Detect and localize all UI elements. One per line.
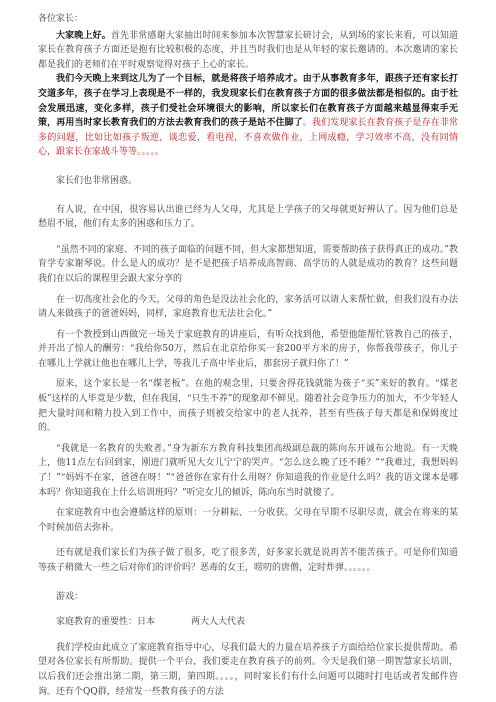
paragraph-importance [38, 615, 458, 630]
paragraph-game: 游戏： [56, 591, 84, 602]
importance-left: 家庭教育的重要性：日本 [56, 617, 156, 628]
paragraph-socialization: 在一切高度社会化的今天，父母的角色是没法社会化的，家务活可以请人来帮忙做，但我们没有办法请人来做孩子的爸爸妈妈，同样，家庭教育也无法社会化。” [38, 294, 458, 320]
greeting-lead: 大家晚上好。 [56, 30, 111, 41]
paragraph-coal-boss: 原来，这个家长是一名“煤老板”。在他的观念里，只要舍得花钱就能为孩子“买”来好的教育。“煤老板”这样的人毕竟是少数，但在我国，“只生不养”的现象却不鲜见。随着社会竞争压力的加大，不少年轻人把大量时间和精力投入到工作中，而孩子则被交给家中的老人抚养，甚至有些孩子每天都是和保姆度过的。 [38, 379, 458, 434]
greeting-body: 首先非常感谢大家抽出时间来参加本次智慧家长研讨会，从到场的家长来看，可以知道家长在教育孩子方面还是抱有比较积极的态度，并且当时我们也是从年轻的家长邀请的。本次邀请的家长都是我们的老师们在平时观察觉得对孩子上心的家长。 [38, 30, 458, 70]
paragraph-principle: 在家庭教育中也会遵循这样的原则：一分耕耘、一分收获。父母在早期不尽职尽责，就会在将来的某个时候加倍去弥补。 [38, 508, 458, 533]
paragraph-expert: “虽然不同的家庭、不同的孩子面临的问题不同，但大家都想知道，需要帮助孩子获得真正的成功。”教育学专家谢琴说。什么是人的成功？是不是把孩子培养成高智商、高学历的人就是成功的教育？这些问题我们在以后的课程里会跟大家分享的 [38, 244, 458, 284]
salutation: 各位家长： [38, 14, 84, 24]
paragraph-professor: 有一个教授到山西做完一场关于家庭教育的讲座后，有听众找到他，希望他能帮忙管教自己的孩子，并开出了惊人的酬劳：“我给你50万，然后在北京给你买一套200平方米的房子，你帮我带孩子，你儿子在哪儿上学就让他也在哪儿上学，等我儿子高中毕业后，那套房子就归你了！” [38, 329, 458, 369]
paragraph-goal [38, 72, 458, 160]
paragraph-confused: 家长们也非常困惑。 [56, 175, 138, 186]
importance-right: 两大人大代表 [191, 617, 246, 628]
paragraph-center: 我们学校由此成立了家庭教育指导中心，尽我们最大的力量在培养孩子方面给给位家长提供帮助。希望对各位家长有所帮助。提供一个平台，我们要走在教育孩子的前列。今天是我们第一期智慧家长培训，以后我们还会推出第二期，第三期，第四期。。。。，同时家长们有什么问题可以随时打电话或者发邮件咨询。还有个QQ群，经常发一些教育孩子的方法 [38, 642, 458, 697]
paragraph-greeting [38, 29, 458, 73]
paragraph-failure: “我就是一名教育的失败者。”身为新东方教育科技集团高级副总裁的陈向东开诚布公地说。有一天晚上，他11点左右回到家，刚进门就听见大女儿宁宁的哭声。“怎么这么晚了还不睡？”“我难过，我想妈妈了！”“妈妈不在家，爸爸在呀！”“爸爸你在家有什么用呀？你知道我的作业是什么吗？我的语文课本是哪本吗？你知道我在上什么培训班吗？”听完女儿的倾诉，陈向东当时就傻了。 [38, 443, 458, 498]
paragraph-sacrifice: 还有就是我们家长们为孩子做了很多，吃了很多苦，好多家长就是说再苦不能苦孩子。可是你们知道等孩子稍微大一些之后对你们的评价吗？恶毒的女王，唠叨的唐僧，定时炸弹。。。。。。 [38, 548, 458, 573]
goal-tail-text: 。我们发现家长在教育孩子是存在非常多的问题，比如比如孩子叛逆，谈恋爱，看电视，不喜欢做作业，上网成瘾，学习效率不高，没有同情心，跟家长在家战斗等等。。。。。 [38, 118, 458, 158]
goal-bold-text: 我们今天晚上来到这儿为了一个目标，就是将孩子培养成才。由于从事教育多年，跟孩子还有家长打交道多年，孩子在学习上表现是不一样的，我发现家长们在教育孩子方面的很多做法都是相似的。由于社会发展迅速，变化多样，孩子们受社会环境很大的影响，所以家长们在教育孩子方面越来越显得束手无策，再用当时家长教育我们的方法去教育我们的孩子是站不住脚了 [38, 74, 458, 129]
paragraph-parents: 有人说，在中国，很容易认出谁已经为人父母，尤其是上学孩子的父母就更好辨认了。因为他们总是愁眉不展，他们有太多的困惑和压力了。 [38, 204, 458, 230]
